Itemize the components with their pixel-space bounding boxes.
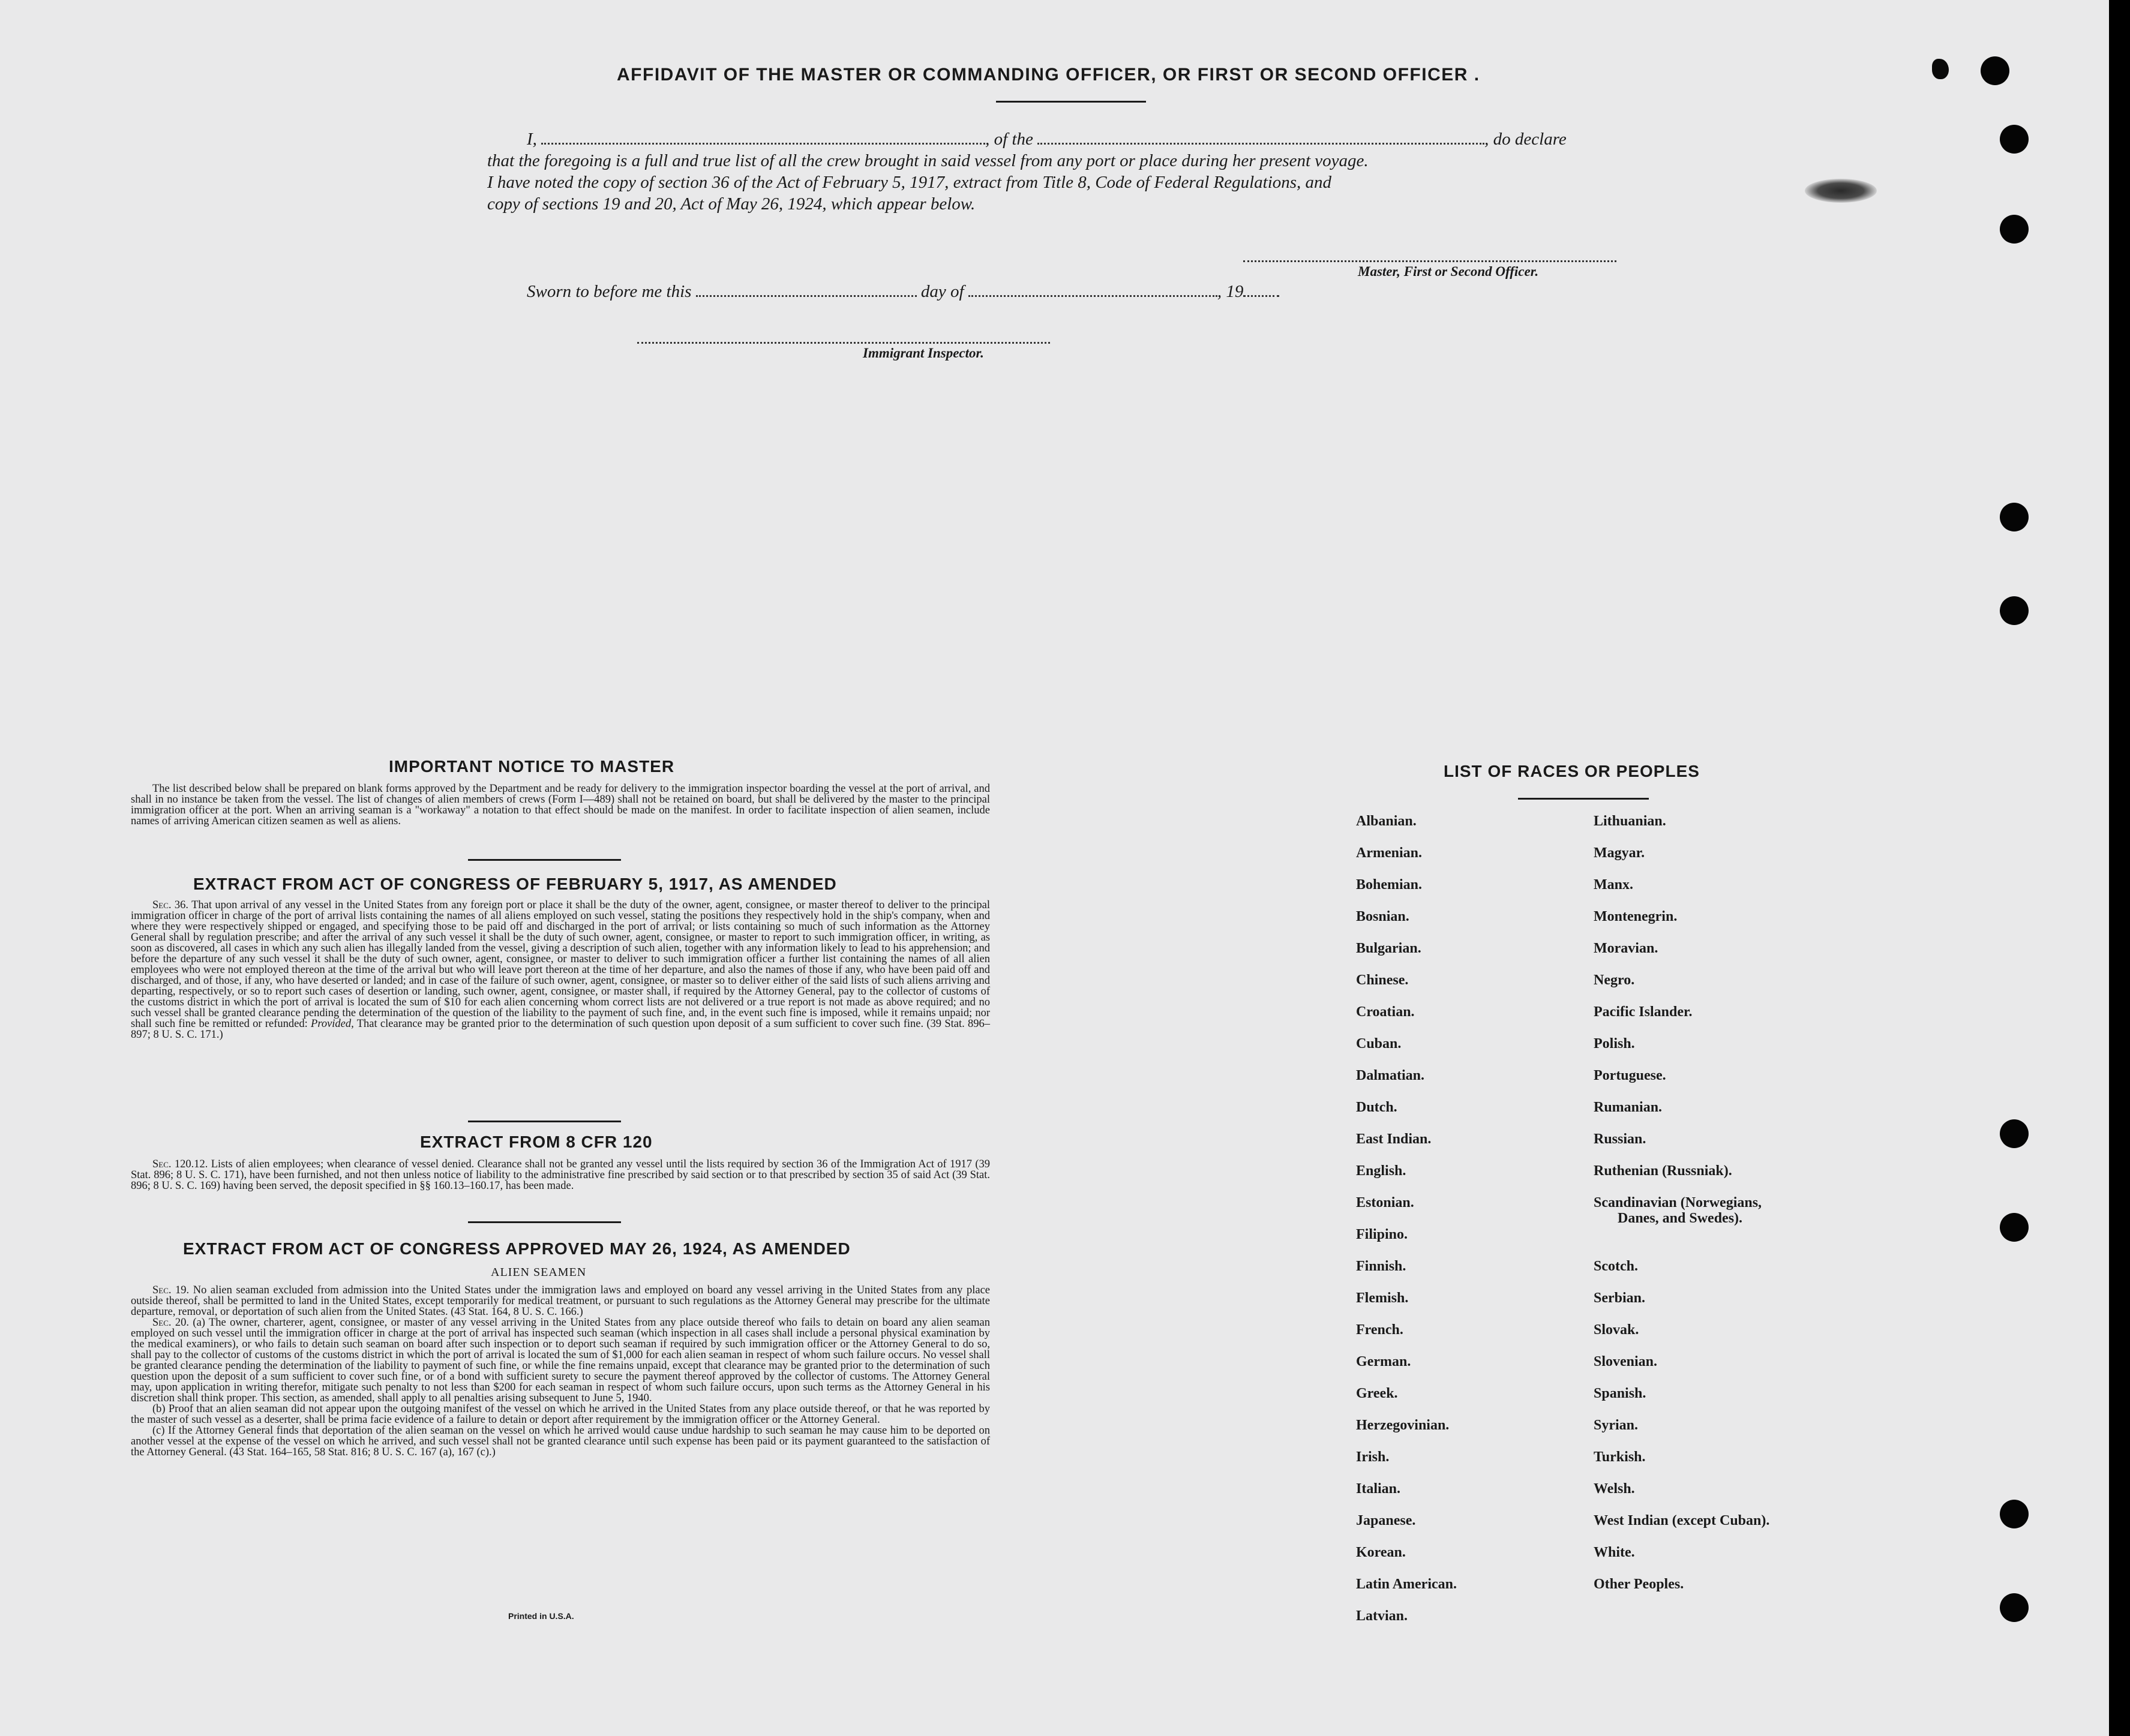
race-item: Negro.: [1594, 972, 1635, 988]
master-signature-line: [1243, 259, 1616, 262]
race-item: French.: [1356, 1322, 1403, 1338]
race-item: Finnish.: [1356, 1259, 1406, 1274]
race-item: Manx.: [1594, 877, 1633, 893]
extract-1917-title: EXTRACT FROM ACT OF CONGRESS OF FEBRUARY 5, 1917, AS AMENDED: [193, 875, 837, 893]
divider: [468, 1121, 621, 1122]
races-title: LIST OF RACES OR PEOPLES: [1444, 762, 1700, 780]
race-item: Rumanian.: [1594, 1100, 1663, 1115]
race-item: Russian.: [1594, 1131, 1646, 1147]
race-item: Welsh.: [1594, 1481, 1635, 1497]
alien-seamen-subtitle: ALIEN SEAMEN: [491, 1266, 587, 1279]
race-item: Croatian.: [1356, 1004, 1415, 1020]
section-label: Sec. 36.: [152, 899, 189, 911]
binder-hole: [1981, 56, 2009, 85]
race-item: Armenian.: [1356, 845, 1422, 861]
inspector-signature-line: [637, 341, 1050, 344]
affidavit-text-line: that the foregoing is a full and true list of all the crew brought in said vessel from any port or place during her present voyage.: [487, 151, 1369, 170]
race-item: Bosnian.: [1356, 909, 1409, 924]
binder-hole: [2000, 215, 2029, 244]
affidavit-text-line: I have noted the copy of section 36 of the Act of February 5, 1917, extract from Title 8, Code of Federal Regulations, and: [487, 173, 1332, 192]
notice-text: The list described below shall be prepared on blank forms approved by the Department and be ready for delivery to the immigration inspector boarding the vessel at the port of arrival, and shall in no instance be taken from the vessel. The list of changes of alien members of crews (Form I—489) shall not be retained on board, but shall be delivered by the master to the principal immigration officer at the port. When an arriving seaman is a "workaway" a notation to that effect should be made on the manifest. In order to facilitate inspection of alien seamen, include names of arriving American citizen seamen as well as aliens.: [131, 783, 990, 827]
race-item: Syrian.: [1594, 1417, 1639, 1433]
race-item: Cuban.: [1356, 1036, 1402, 1052]
race-item: English.: [1356, 1163, 1406, 1179]
race-item: Herzegovinian.: [1356, 1417, 1450, 1433]
affidavit-declaration-line: [527, 130, 1619, 149]
binder-hole: [2000, 1593, 2029, 1622]
notice-title: IMPORTANT NOTICE TO MASTER: [389, 757, 675, 776]
printed-in-usa: Printed in U.S.A.: [508, 1611, 574, 1621]
inspector-signature-caption: Immigrant Inspector.: [863, 346, 984, 361]
race-item: Estonian.: [1356, 1195, 1414, 1211]
race-item: Latin American.: [1356, 1576, 1457, 1592]
race-item: Magyar.: [1594, 845, 1645, 861]
affidavit-title: AFFIDAVIT OF THE MASTER OR COMMANDING OFFICER, OR FIRST OR SECOND OFFICER .: [617, 65, 1480, 85]
master-signature-caption: Master, First or Second Officer.: [1358, 264, 1539, 279]
races-left-column: [1356, 813, 1457, 1640]
affidavit-of-the-label: , of the: [985, 130, 1033, 149]
races-right-column: [1594, 813, 1769, 1608]
race-item: Chinese.: [1356, 972, 1409, 988]
divider: [468, 859, 621, 861]
affidavit-text-line: copy of sections 19 and 20, Act of May 26, 1924, which appear below.: [487, 194, 976, 214]
extract-1924-title: EXTRACT FROM ACT OF CONGRESS APPROVED MAY 26, 1924, AS AMENDED: [183, 1239, 851, 1258]
race-item: Korean.: [1356, 1545, 1406, 1560]
race-item: West Indian (except Cuban).: [1594, 1513, 1770, 1528]
affidavit-i-label: I,: [527, 130, 537, 149]
race-item: Bulgarian.: [1356, 941, 1421, 956]
race-item: Polish.: [1594, 1036, 1635, 1052]
race-item: Portuguese.: [1594, 1068, 1666, 1083]
race-item: Scotch.: [1594, 1259, 1638, 1274]
race-item: Flemish.: [1356, 1290, 1409, 1306]
binder-hole: [2000, 1213, 2029, 1242]
race-item: Lithuanian.: [1594, 813, 1666, 829]
race-item: Latvian.: [1356, 1608, 1408, 1624]
sworn-label: Sworn to before me this: [527, 282, 692, 301]
year-prefix: , 19: [1217, 282, 1244, 301]
binder-hole: [2000, 1500, 2029, 1528]
divider: [996, 101, 1146, 103]
race-item: Danes, and Swedes).: [1618, 1211, 1743, 1226]
binder-hole: [2000, 125, 2029, 154]
binder-hole: [2000, 596, 2029, 625]
race-item: Pacific Islander.: [1594, 1004, 1693, 1020]
extract-1924-text: Sec. 19. No alien seaman excluded from admission into the United States under the immigration laws and employed on board any vessel arriving in the United States from any place outside thereof, shall be permitted to land in the United States, except temporarily for medical treatment, or pursuant to such regulations as the Attorney General may prescribe for the ultimate departure, removal, or deportation of such alien from the United States. (43 Stat. 164, 8 U. S. C. 166.) Sec. 20. (a) The owner, charterer, agent, consignee, or master of any vessel arriving in the United States from any place outside thereof who fails to detain on board any alien seaman employed on such vessel until the immigration officer in charge at the port of arrival has inspected such seaman (which inspection in all cases shall include a personal physical examination by the medical examiners), or who fails to detain such seaman on board after such inspection or to deport such seaman if required by such immigration officer or the Attorney General to do so, shall pay to the collector of customs of the customs district in which the port of arrival is located the sum of $1,000 for each alien seaman in respect of whom such failure occurs. No vessel shall be granted clearance pending the determination of the liability to payment of such fine, or while the fine remains unpaid, except that clearance may be granted prior to the determination of such question upon the deposit of a sum sufficient to cover such fine, or of a bond with sufficient surety to secure the payment thereof approved by the collector of customs. The Attorney General may, upon application in writing therefor, mitigate such penalty to not less than $200 for each seaman in respect of whom such failure occurs, upon such terms as the Attorney General in his discretion shall think proper. This section, as amended, shall apply to all penalties arising subsequent to June 5, 1940. (b) Proof that an alien seaman did not appear upon the outgoing manifest of the vessel on which he arrived in the United States from any place outside thereof, or that he was reported by the master of such vessel as a deserter, shall be prima facie evidence of a failure to detain or deport after requirement by the immigration officer or the Attorney General. (c) If the Attorney General finds that deportation of the alien seaman on the vessel on which he arrived would cause undue hardship to such seaman he may cause him to be deported on another vessel at the expense of the vessel on which he arrived, and such vessel shall not be granted clearance until such expense has been paid or its payment guaranteed to the satisfaction of the Attorney General. (43 Stat. 164–165, 58 Stat. 816; 8 U. S. C. 167 (a), 167 (c).): [131, 1284, 991, 1458]
extract-cfr-title: EXTRACT FROM 8 CFR 120: [420, 1133, 653, 1151]
divider: [1518, 798, 1649, 800]
race-item: Filipino.: [1356, 1227, 1408, 1242]
section-label: Sec. 20.: [152, 1317, 190, 1329]
sworn-line: [527, 282, 1367, 302]
day-of-label: day of: [920, 282, 964, 301]
race-item: East Indian.: [1356, 1131, 1432, 1147]
race-item: Dalmatian.: [1356, 1068, 1424, 1083]
section-label: Sec. 19.: [152, 1284, 190, 1296]
extract-cfr-text: Sec. 120.12. Lists of alien employees; when clearance of vessel denied. Clearance shall not be granted any vessel until the lists required by section 36 of the Immigration Act of 1917 (39 Stat. 896; 8 U. S. C. 171), have been furnished, and not then unless notice of liability to the administrative fine prescribed by said section or to that prescribed by section 35 of said Act (39 Stat. 896; 8 U. S. C. 169) having been served, the deposit specified in §§ 160.13–160.17, has been made.: [131, 1158, 991, 1192]
race-item: Japanese.: [1356, 1513, 1416, 1528]
section-label: Sec. 120.12.: [152, 1158, 208, 1170]
binder-hole: [2000, 503, 2029, 531]
ink-blot: [1932, 59, 1949, 79]
race-item: Other Peoples.: [1594, 1576, 1684, 1592]
race-item: Albanian.: [1356, 813, 1417, 829]
binder-hole: [2000, 1119, 2029, 1148]
race-item: Ruthenian (Russniak).: [1594, 1163, 1732, 1179]
race-item: Slovak.: [1594, 1322, 1639, 1338]
race-item: Bohemian.: [1356, 877, 1423, 893]
race-item: Scandinavian (Norwegians,: [1594, 1195, 1762, 1211]
race-item: White.: [1594, 1545, 1635, 1560]
race-item: Serbian.: [1594, 1290, 1646, 1306]
affidavit-do-declare: , do declare: [1484, 130, 1567, 149]
race-item: Dutch.: [1356, 1100, 1397, 1115]
race-item: German.: [1356, 1354, 1411, 1369]
race-item: Montenegrin.: [1594, 909, 1678, 924]
divider: [468, 1221, 621, 1223]
race-item: Spanish.: [1594, 1386, 1646, 1401]
race-item: Greek.: [1356, 1386, 1398, 1401]
race-item: Slovenian.: [1594, 1354, 1658, 1369]
race-item: Italian.: [1356, 1481, 1401, 1497]
race-item: Irish.: [1356, 1449, 1390, 1465]
race-item: Moravian.: [1594, 941, 1658, 956]
ink-smudge: [1805, 179, 1877, 203]
extract-1917-text: Sec. 36. That upon arrival of any vessel in the United States from any foreign port or place it shall be the duty of the owner, agent, consignee, or master thereof to deliver to the principal immigration officer in charge of the port of arrival lists containing the names of all aliens employed on such vessel, stating the positions they respectively hold in the ship's company, when and where they were respectively shipped or engaged, and specifying those to be paid off and discharged in the port of arrival; or lists containing so much of such information as the Attorney General shall by regulation prescribe; and after the arrival of any such vessel it shall be the duty of such owner, agent, consignee, or master to report to such immigration officer, in writing, as soon as discovered, all cases in which any such alien has illegally landed from the vessel, giving a description of such alien, together with any information likely to lead to his apprehension; and before the departure of any such vessel it shall be the duty of such owner, agent, consignee, or master to deliver to such immigration officer a further list containing the names of all alien employees who were not employed thereon at the time of the arrival but who will leave port thereon at the time of her departure, and also the names of those if any, who have been paid off and discharged, and of those, if any, who have deserted or landed; and in case of the failure of such owner, agent, consignee, or master so to deliver either of the said lists of such aliens arriving and departing, respectively, or so to report such cases of desertion or landing, such owner, agent, consignee, or master shall, if required by the Attorney General, pay to the collector of customs of the customs district in which the port of arrival is located the sum of $10 for each alien concerning whom correct lists are not delivered or a true report is not made as above required; and no such vessel shall be granted clearance pending the determination of the question of the liability to the payment of such fine, and, in the event such fine is imposed, while it remains unpaid; nor shall such fine be remitted or refunded: Provided, That clearance may be granted prior to the determination of such question upon deposit of a sum sufficient to cover such fine. (39 Stat. 896–897; 8 U. S. C. 171.): [131, 899, 991, 1041]
race-item: Turkish.: [1594, 1449, 1646, 1465]
